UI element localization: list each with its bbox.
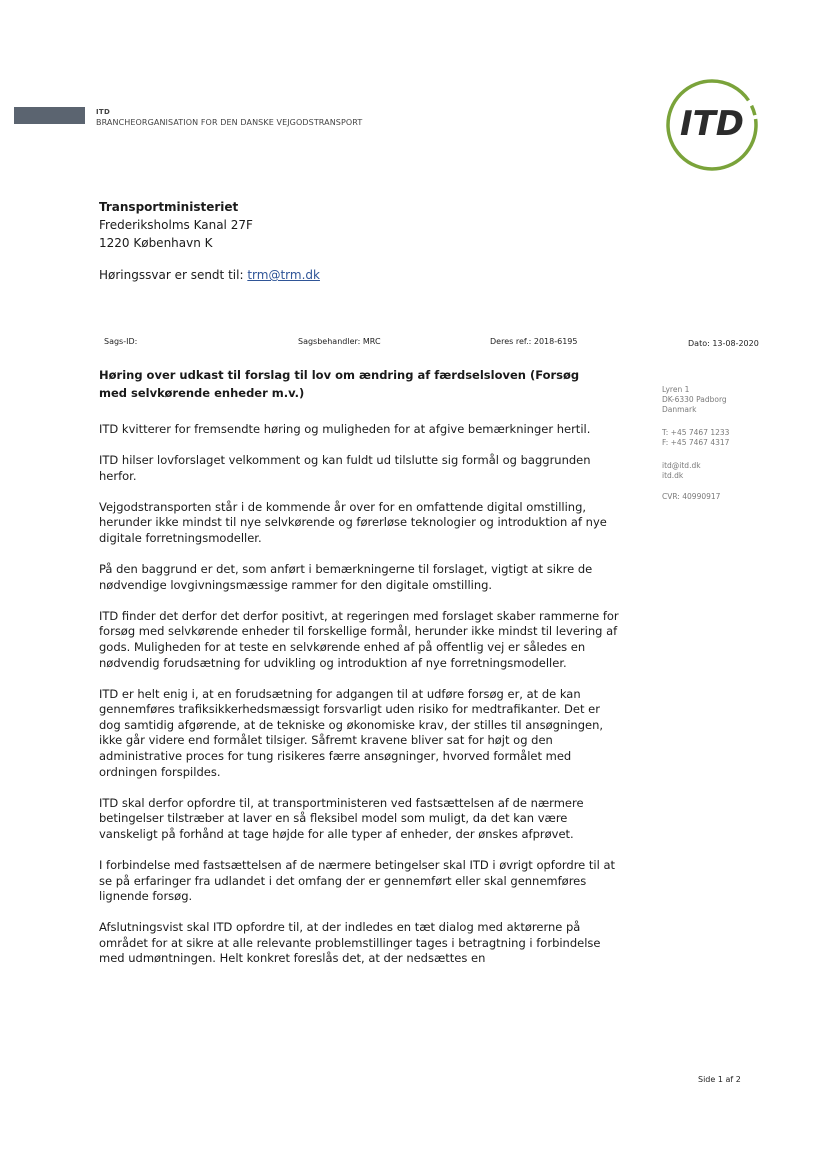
sidebar-city: DK-6330 Padborg: [662, 395, 727, 404]
itd-logo: [663, 76, 761, 174]
body-paragraph: ITD er helt enig i, at en forudsætning for adgangen til at udføre forsøg er, at de kan gennemføres trafiksikkerhedsmæssigt forsvarligt uden risiko for medtrafikanter. Det er dog samtidig afgørende, at de tekniske og økonomiske krav, der stilles til ansøgningen, ikke går videre end formålet tilsiger. Såfremt kravene bliver sat for højt og den administrative proces for tung risikeres færre ansøgninger, hvorved formålet med ordningen forspildes.: [99, 686, 604, 779]
sags-id: Sags-ID:: [104, 337, 138, 346]
sidebar-phone: T: +45 7467 1233: [662, 428, 730, 437]
org-short-name: ITD: [96, 108, 111, 116]
sidebar-email: itd@itd.dk: [662, 461, 701, 470]
logo-text: ITD: [679, 104, 745, 144]
body-paragraph: ITD skal derfor opfordre til, at transportministeren ved fastsættelsen af de nærmere betingelser tilstræber at laver en så fleksibel model som muligt, da det kan være vanskeligt på forhånd at tage højde for alle typer af enheder, der ønskes afprøvet.: [99, 795, 584, 841]
letterhead-band: [14, 107, 85, 124]
sidebar-cvr: CVR: 40990917: [662, 492, 721, 501]
recipient-name: Transportministeriet: [99, 200, 239, 214]
org-long-name: BRANCHEORGANISATION FOR DEN DANSKE VEJGODSTRANSPORT: [96, 118, 363, 127]
sidebar-web: itd.dk: [662, 471, 684, 480]
sent-to-email-link[interactable]: trm@trm.dk: [247, 268, 320, 282]
body-paragraph: ITD finder det derfor det derfor positivt, at regeringen med forslaget skaber rammerne for forsøg med selvkørende enheder til forskellige formål, herunder ikke mindst til levering af gods. Muligheden for at teste en selvkørende enhed af på offentlig vej er således en nødvendig forudsætning for udvikling og introduktion af nye forretningsmodeller.: [99, 608, 619, 670]
body-paragraph: ITD hilser lovforslaget velkomment og kan fuldt ud tilslutte sig formål og baggrunden herfor.: [99, 453, 591, 483]
sent-to-label: Høringssvar er sendt til:: [99, 268, 244, 282]
sent-to-line: [99, 268, 320, 282]
sidebar-country: Danmark: [662, 405, 697, 414]
recipient-street: Frederiksholms Kanal 27F: [99, 218, 253, 232]
body-paragraph: Vejgodstransporten står i de kommende år over for en omfattende digital omstilling, herunder ikke mindst til nye selvkørende og førerløse teknologier og introduktion af nye digitale forretningsmodeller.: [99, 499, 607, 545]
date: Dato: 13-08-2020: [688, 339, 759, 348]
subject-heading: Høring over udkast til forslag til lov om ændring af færdselsloven (Forsøg med selvkørende enheder m.v.): [99, 368, 580, 400]
recipient-city: 1220 København K: [99, 236, 213, 250]
body-paragraph: På den baggrund er det, som anført i bemærkningerne til forslaget, vigtigt at sikre de nødvendige lovgivningsmæssige rammer for den digitale omstilling.: [99, 562, 593, 592]
body-paragraph: I forbindelse med fastsættelsen af de nærmere betingelser skal ITD i øvrigt opfordre til at se på erfaringer fra udlandet i det omfang der er gennemført eller skal gennemføres lignende forsøg.: [99, 857, 616, 904]
sidebar-fax: F: +45 7467 4317: [662, 438, 730, 447]
deres-ref: Deres ref.: 2018-6195: [490, 337, 578, 346]
letter-body: [99, 422, 619, 983]
sagsbehandler: Sagsbehandler: MRC: [298, 337, 381, 346]
body-paragraph: ITD kvitterer for fremsendte høring og muligheden for at afgive bemærkninger hertil.: [99, 422, 591, 436]
page-number: Side 1 af 2: [698, 1075, 741, 1084]
sidebar-street: Lyren 1: [662, 385, 690, 394]
recipient-address: [99, 198, 253, 252]
body-paragraph: Afslutningsvist skal ITD opfordre til, at der indledes en tæt dialog med aktørerne på området for at sikre at alle relevante problemstillinger tages i betragtning i forbindelse med udmøntningen. Helt konkret foreslås det, at der nedsættes en: [99, 920, 601, 966]
